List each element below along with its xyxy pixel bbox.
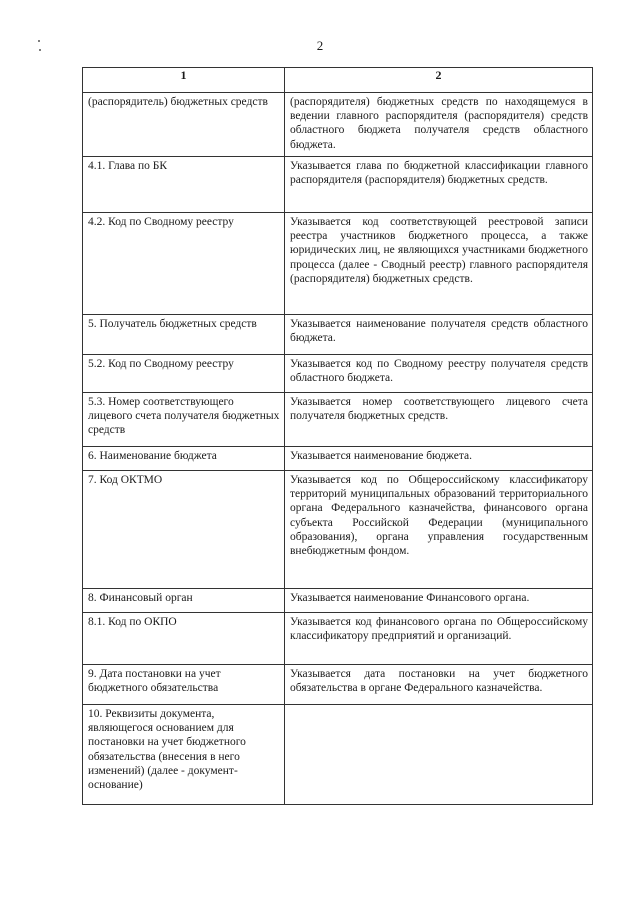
field-name: 5. Получатель бюджетных средств — [88, 318, 257, 330]
scan-specks — [38, 40, 42, 52]
field-description: Указывается наименование получателя средств областного бюджета. — [290, 318, 588, 345]
field-description — [285, 705, 592, 710]
field-name: 4.2. Код по Сводному реестру — [88, 216, 234, 228]
table-header-row — [83, 68, 593, 93]
field-description: Указывается код по Общероссийскому классификатору территорий муниципальных образований территориального органа Федерального казначейства, финансового органа субъекта Российской Федерации (муниципального образования), органа управления государственным внебюджетным фондом. — [290, 474, 588, 558]
table-row — [83, 613, 593, 665]
field-description: Указывается дата постановки на учет бюджетного обязательства в органе Федерального казначейства. — [290, 668, 588, 695]
column-header-2: 2 — [285, 68, 593, 93]
field-name: 5.3. Номер соответствующего лицевого счета получателя бюджетных средств — [88, 396, 280, 437]
field-name: 10. Реквизиты документа, являющегося основанием для постановки на учет бюджетного обязательства (внесения в него изменений) (далее - документ-основание) — [88, 708, 246, 792]
field-description: Указывается код финансового органа по Общероссийскому классификатору предприятий и организаций. — [290, 616, 588, 643]
field-description: (распорядителя) бюджетных средств по находящемуся в ведении главного распорядителя (распорядителя) средств областного бюджета получателя средств областного бюджета. — [290, 96, 588, 151]
table-row — [83, 315, 593, 355]
field-name: 4.1. Глава по БК — [88, 160, 168, 172]
table-row — [83, 213, 593, 315]
requisites-table — [82, 67, 593, 805]
field-description: Указывается наименование Финансового органа. — [290, 592, 530, 604]
field-name: 8.1. Код по ОКПО — [88, 616, 177, 628]
table-row — [83, 93, 593, 157]
field-name: 6. Наименование бюджета — [88, 450, 217, 462]
table-row — [83, 705, 593, 805]
table-row — [83, 471, 593, 589]
page-number: 2 — [316, 38, 324, 53]
field-name: 7. Код ОКТМО — [88, 474, 163, 486]
table-row — [83, 665, 593, 705]
field-name: 9. Дата постановки на учет бюджетного обязательства — [88, 668, 221, 695]
field-description: Указывается номер соответствующего лицевого счета получателя бюджетных средств. — [290, 396, 588, 423]
field-name: 5.2. Код по Сводному реестру — [88, 358, 234, 370]
table-row — [83, 589, 593, 613]
field-description: Указывается код по Сводному реестру получателя средств областного бюджета. — [290, 358, 588, 385]
field-name: (распорядитель) бюджетных средств — [88, 96, 268, 108]
field-description: Указывается глава по бюджетной классификации главного распорядителя (распорядителя) бюджетных средств. — [290, 160, 588, 187]
table-row — [83, 393, 593, 447]
table-row — [83, 447, 593, 471]
field-description: Указывается наименование бюджета. — [290, 450, 472, 462]
column-header-1: 1 — [83, 68, 285, 93]
table-row — [83, 355, 593, 393]
field-name: 8. Финансовый орган — [88, 592, 193, 604]
table-row — [83, 157, 593, 213]
field-description: Указывается код соответствующей реестровой записи реестра участников бюджетного процесса, а также юридических лиц, не являющихся участниками бюджетного процесса (далее - Сводный реестр) главного распорядителя (распорядителя) бюджетных средств. — [290, 216, 588, 285]
